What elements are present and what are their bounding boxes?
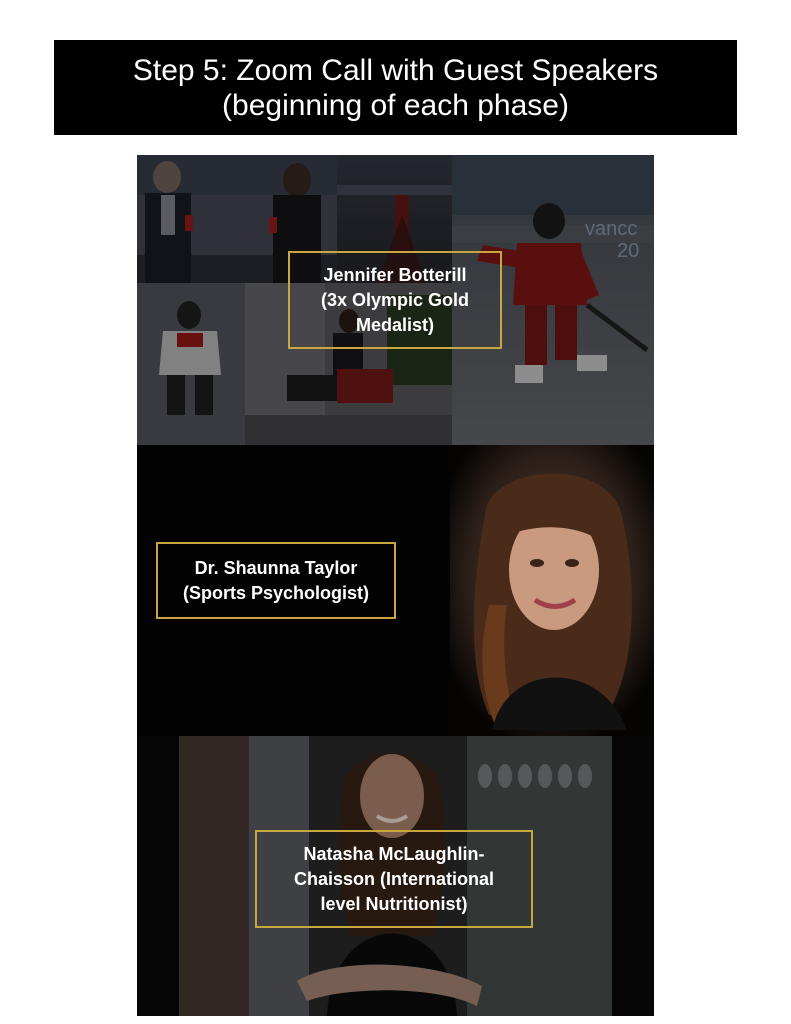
speaker-role-line: (Sports Psychologist) [182,582,370,603]
speaker-role-line: level Nutritionist) [320,893,468,914]
speaker-name-line: Chaisson (International [293,868,495,889]
speaker-name-line: Dr. Shaunna Taylor [194,557,358,578]
speaker-label-taylor [156,542,396,619]
speaker-name-line: Natasha McLaughlin- [303,843,485,864]
speaker-collage [137,155,654,1016]
venue-sign-text: vancc [585,218,638,240]
speaker-panel-mclaughlin [137,736,654,1016]
slide-title-line-1: Step 5: Zoom Call with Guest Speakers [132,53,659,87]
speaker-name-line: Jennifer Botterill [323,264,467,285]
slide-title-line-2: (beginning of each phase) [222,88,569,122]
slide-title [54,40,737,135]
svg-text:20: 20 [617,240,640,262]
speaker-panel-taylor [137,445,654,736]
speaker-label-mclaughlin [255,830,533,928]
speaker-label-botterill [288,251,502,349]
speaker-role-line: (3x Olympic Gold [320,289,470,310]
speaker-role-line: Medalist) [355,314,434,335]
speaker-panel-botterill [137,155,654,445]
